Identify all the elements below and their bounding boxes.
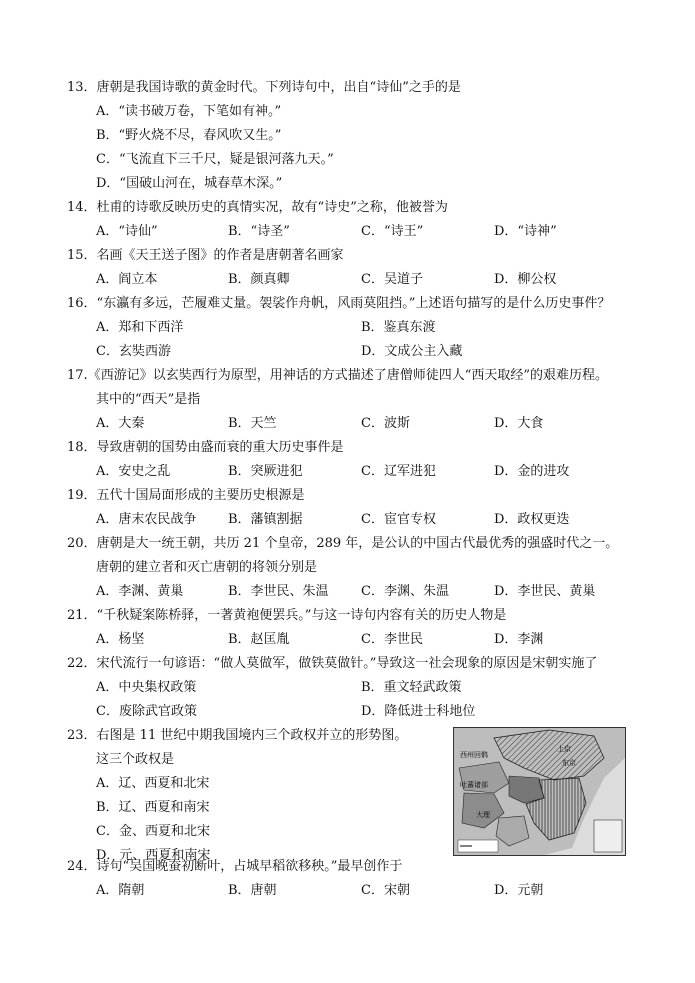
option-d[interactable]: D．“国破山河在，城春草木深。” [96,176,283,191]
question-23-continuation: 这三个政权是 [96,752,175,767]
question-15: 15．名画《天王送子图》的作者是唐朝著名画家 [67,248,344,263]
question-22: 22．宋代流行一句谚语：“做人莫做军，做铁莫做针。”导致这一社会现象的原因是宋朝实施了 [67,656,598,671]
option-b[interactable]: B．天竺 [228,416,277,431]
option-b[interactable]: B．鉴真东渡 [361,320,436,335]
question-14: 14．杜甫的诗歌反映历史的真情实况，故有“诗史”之称，他被誉为 [67,200,448,215]
option-d[interactable]: D．元、西夏和南宋 [96,848,211,863]
option-b[interactable]: B．李世民、朱温 [228,584,329,599]
option-b[interactable]: B．突厥进犯 [228,464,303,479]
map-drawing [454,728,625,855]
option-d[interactable]: D．降低进士科地位 [361,704,476,719]
option-c[interactable]: C．废除武官政策 [96,704,197,719]
option-d[interactable]: D．李世民、黄巢 [494,584,596,599]
option-d[interactable]: D．柳公权 [494,272,557,287]
question-17-continuation: 其中的“西天”是指 [96,392,201,407]
map-label-tubo: 吐蕃诸部 [460,781,488,789]
option-a[interactable]: A．杨坚 [96,632,145,647]
option-c[interactable]: C．李世民 [361,632,423,647]
question-13: 13．唐朝是我国诗歌的黄金时代。下列诗句中，出自“诗仙”之手的是 [67,80,461,95]
option-a[interactable]: A．隋朝 [96,883,145,898]
option-d[interactable]: D．李渊 [494,632,544,647]
map-label-dongjing: 东京 [562,759,576,767]
option-c[interactable]: C．宋朝 [361,883,410,898]
question-21: 21．“千秋疑案陈桥驿，一著黄袍便罢兵。”与这一诗句内容有关的历史人物是 [67,608,507,623]
option-a[interactable]: A．大秦 [96,416,145,431]
option-b[interactable]: B．赵匡胤 [228,632,290,647]
map-label-shangjing: 上京 [557,745,571,753]
option-d[interactable]: D．文成公主入藏 [361,344,463,359]
option-b[interactable]: B．颜真卿 [228,272,290,287]
map-label-dali: 大理 [476,811,490,819]
option-d[interactable]: D．元朝 [494,883,544,898]
option-a[interactable]: A．辽、西夏和北宋 [96,776,210,791]
option-a[interactable]: A．李渊、黄巢 [96,584,184,599]
option-d[interactable]: D．政权更迭 [494,512,570,527]
option-b[interactable]: B．藩镇割据 [228,512,303,527]
option-d[interactable]: D．“诗神” [494,224,557,239]
option-c[interactable]: C．“诗王” [361,224,424,239]
option-c[interactable]: C．辽军进犯 [361,464,436,479]
question-16: 16．“东瀛有多远，芒履难丈量。袈裟作舟帆，风雨莫阻挡。”上述语句描写的是什么历史事件？ [67,296,611,311]
option-a[interactable]: A．阎立本 [96,272,158,287]
option-c[interactable]: C．宦官专权 [361,512,436,527]
option-a[interactable]: A．“读书破万卷，下笔如有神。” [96,104,282,119]
map-label-xizhou: 西州回鹘 [460,751,488,759]
option-a[interactable]: A．唐末农民战争 [96,512,197,527]
option-a[interactable]: A．“诗仙” [96,224,158,239]
three-regimes-map [453,727,626,856]
option-b[interactable]: B．辽、西夏和南宋 [96,800,210,815]
option-d[interactable]: D．大食 [494,416,544,431]
question-17: 17.《西游记》以玄奘西行为原型，用神话的方式描述了唐僧师徒四人“西天取经”的艰难历程。 [67,368,608,383]
option-a[interactable]: A．安史之乱 [96,464,171,479]
option-b[interactable]: B．“诗圣” [228,224,290,239]
option-c[interactable]: C．“飞流直下三千尺，疑是银河落九天。” [96,152,334,167]
option-b[interactable]: B．重文轻武政策 [361,680,462,695]
option-b[interactable]: B．“野火烧不尽，春风吹又生。” [96,128,282,143]
question-20-continuation: 唐朝的建立者和灭亡唐朝的将领分别是 [96,560,318,575]
question-18: 18．导致唐朝的国势由盛而衰的重大历史事件是 [67,440,344,455]
option-c[interactable]: C．波斯 [361,416,410,431]
option-b[interactable]: B．唐朝 [228,883,277,898]
option-c[interactable]: C．吴道子 [361,272,423,287]
option-c[interactable]: C．玄奘西游 [96,344,171,359]
question-24: 24．诗句“吴国晚蚕初断叶，占城早稻欲移秧。”最早创作于 [67,859,403,874]
question-23: 23．右图是 11 世纪中期我国境内三个政权并立的形势图。 [67,728,408,743]
option-a[interactable]: A．中央集权政策 [96,680,197,695]
question-20: 20．唐朝是大一统王朝，共历 21 个皇帝，289 年，是公认的中国古代最优秀的强盛时代之一。 [67,536,619,551]
question-19: 19．五代十国局面形成的主要历史根源是 [67,488,305,503]
option-c[interactable]: C．李渊、朱温 [361,584,449,599]
option-c[interactable]: C．金、西夏和北宋 [96,824,210,839]
option-d[interactable]: D．金的进攻 [494,464,570,479]
option-a[interactable]: A．郑和下西洋 [96,320,184,335]
